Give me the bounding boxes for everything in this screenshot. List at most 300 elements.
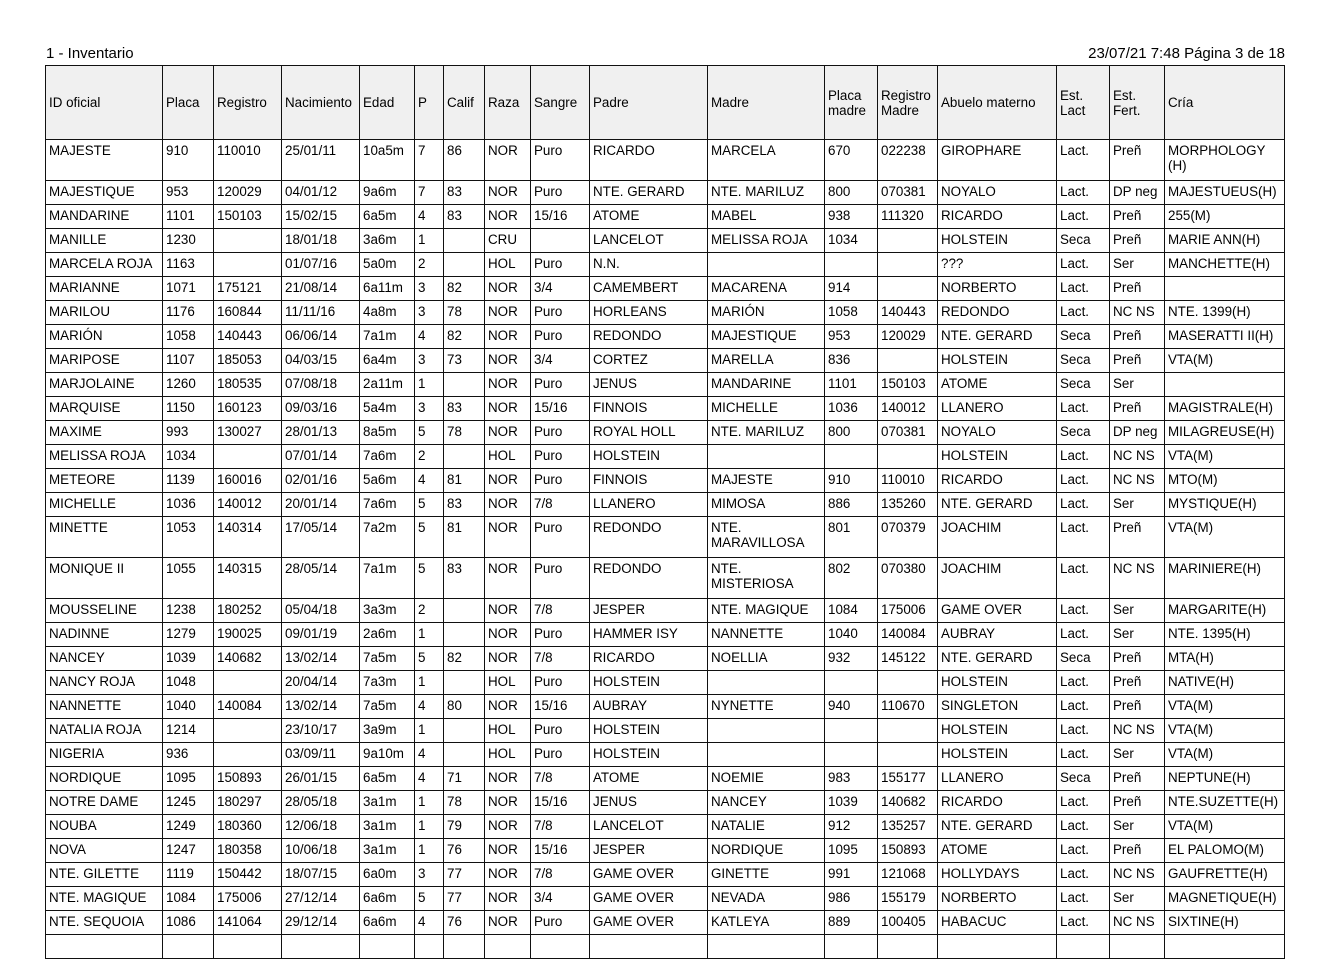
cell-placa: 1053 <box>163 517 214 558</box>
cell-est-lact: Seca <box>1057 421 1110 445</box>
table-row <box>46 647 1285 671</box>
cell-nacimiento: 09/03/16 <box>282 397 360 421</box>
cell-p: 3 <box>415 277 444 301</box>
cell-placa-madre: 983 <box>825 767 878 791</box>
cell-est-lact: Lact. <box>1057 301 1110 325</box>
cell-registro-madre: 070380 <box>878 558 938 599</box>
cell-placa: 1058 <box>163 325 214 349</box>
cell-edad: 6a11m <box>360 277 415 301</box>
cell-id-oficial: NANCEY <box>46 647 163 671</box>
cell-placa: 1163 <box>163 253 214 277</box>
cell-madre: MAJESTE <box>708 469 825 493</box>
cell-nacimiento: 13/02/14 <box>282 695 360 719</box>
cell-registro-madre <box>878 277 938 301</box>
cell-madre <box>708 253 825 277</box>
cell-sangre: Puro <box>531 469 590 493</box>
cell-registro: 120029 <box>214 181 282 205</box>
cell-padre: LANCELOT <box>590 815 708 839</box>
table-row <box>46 623 1285 647</box>
cell-sangre: Puro <box>531 301 590 325</box>
table-row <box>46 815 1285 839</box>
cell-id-oficial: NATALIA ROJA <box>46 719 163 743</box>
cell-abuelo-materno: AUBRAY <box>938 623 1057 647</box>
table-row <box>46 373 1285 397</box>
cell-placa-madre: 940 <box>825 695 878 719</box>
cell-raza: NOR <box>485 887 531 911</box>
cell-padre: FINNOIS <box>590 469 708 493</box>
cell-id-oficial: MINETTE <box>46 517 163 558</box>
cell-nacimiento: 23/10/17 <box>282 719 360 743</box>
cell-placa: 1260 <box>163 373 214 397</box>
cell-edad: 9a6m <box>360 181 415 205</box>
cell-edad: 6a4m <box>360 349 415 373</box>
cell-padre: HAMMER ISY <box>590 623 708 647</box>
table-body <box>46 140 1285 959</box>
cell-placa-madre: 938 <box>825 205 878 229</box>
cell-madre <box>708 719 825 743</box>
cell-padre: GAME OVER <box>590 911 708 935</box>
cell-est-fert: NC NS <box>1110 719 1165 743</box>
cell-abuelo-materno: HOLSTEIN <box>938 229 1057 253</box>
cell-cria: VTA(M) <box>1165 719 1285 743</box>
cell-est-lact: Lact. <box>1057 493 1110 517</box>
cell-abuelo-materno: RICARDO <box>938 205 1057 229</box>
cell-p: 7 <box>415 140 444 181</box>
cell-sangre: Puro <box>531 181 590 205</box>
cell-placa: 953 <box>163 181 214 205</box>
cell-registro-madre: 140012 <box>878 397 938 421</box>
table-row <box>46 140 1285 181</box>
cell-raza: HOL <box>485 743 531 767</box>
cell-calif: 82 <box>444 647 485 671</box>
table-row <box>46 421 1285 445</box>
cell-placa: 1176 <box>163 301 214 325</box>
cell-madre: MAJESTIQUE <box>708 325 825 349</box>
cell-cria: VTA(M) <box>1165 517 1285 558</box>
cell-id-oficial: NTE. GILETTE <box>46 863 163 887</box>
cell-madre: NEVADA <box>708 887 825 911</box>
table-row <box>46 558 1285 599</box>
cell-madre: NTE. MISTERIOSA <box>708 558 825 599</box>
cell-cria: VTA(M) <box>1165 349 1285 373</box>
cell-id-oficial: NANCY ROJA <box>46 671 163 695</box>
cell-registro <box>214 743 282 767</box>
cell-nacimiento: 27/12/14 <box>282 887 360 911</box>
cell-registro: 175006 <box>214 887 282 911</box>
cell-id-oficial <box>46 935 163 959</box>
cell-abuelo-materno: GIROPHARE <box>938 140 1057 181</box>
cell-madre: NOELLIA <box>708 647 825 671</box>
cell-p: 7 <box>415 181 444 205</box>
cell-est-lact: Lact. <box>1057 671 1110 695</box>
cell-edad: 6a5m <box>360 205 415 229</box>
cell-registro-madre: 155177 <box>878 767 938 791</box>
cell-est-lact: Lact. <box>1057 469 1110 493</box>
cell-padre: CORTEZ <box>590 349 708 373</box>
cell-nacimiento: 07/08/18 <box>282 373 360 397</box>
table-row <box>46 205 1285 229</box>
cell-est-fert: NC NS <box>1110 863 1165 887</box>
cell-sangre: 3/4 <box>531 349 590 373</box>
cell-sangre: Puro <box>531 445 590 469</box>
cell-p: 5 <box>415 887 444 911</box>
cell-padre: LANCELOT <box>590 229 708 253</box>
cell-registro: 190025 <box>214 623 282 647</box>
cell-padre: HOLSTEIN <box>590 743 708 767</box>
cell-calif: 78 <box>444 301 485 325</box>
cell-registro-madre <box>878 671 938 695</box>
table-row <box>46 397 1285 421</box>
column-header-placa: Placa <box>163 66 214 140</box>
cell-id-oficial: MAJESTIQUE <box>46 181 163 205</box>
cell-p: 1 <box>415 791 444 815</box>
cell-calif: 81 <box>444 469 485 493</box>
cell-madre: GINETTE <box>708 863 825 887</box>
cell-raza: NOR <box>485 695 531 719</box>
cell-p: 4 <box>415 767 444 791</box>
cell-edad: 7a5m <box>360 695 415 719</box>
cell-madre: MELISSA ROJA <box>708 229 825 253</box>
cell-id-oficial: MARCELA ROJA <box>46 253 163 277</box>
cell-nacimiento: 25/01/11 <box>282 140 360 181</box>
cell-est-lact: Lact. <box>1057 719 1110 743</box>
cell-edad: 4a8m <box>360 301 415 325</box>
cell-est-fert: Preñ <box>1110 140 1165 181</box>
cell-registro <box>214 253 282 277</box>
cell-edad: 7a2m <box>360 517 415 558</box>
cell-edad: 10a5m <box>360 140 415 181</box>
cell-id-oficial: NANNETTE <box>46 695 163 719</box>
cell-est-fert: Preñ <box>1110 791 1165 815</box>
cell-registro: 180358 <box>214 839 282 863</box>
cell-abuelo-materno: HOLSTEIN <box>938 349 1057 373</box>
cell-registro-madre: 175006 <box>878 599 938 623</box>
table-row <box>46 743 1285 767</box>
cell-est-lact: Lact. <box>1057 599 1110 623</box>
cell-raza: HOL <box>485 253 531 277</box>
cell-sangre: Puro <box>531 421 590 445</box>
cell-placa-madre: 670 <box>825 140 878 181</box>
cell-placa: 910 <box>163 140 214 181</box>
cell-abuelo-materno: HOLSTEIN <box>938 743 1057 767</box>
cell-nacimiento: 01/07/16 <box>282 253 360 277</box>
cell-placa-madre: 912 <box>825 815 878 839</box>
cell-est-fert: NC NS <box>1110 558 1165 599</box>
cell-cria <box>1165 373 1285 397</box>
cell-calif: 82 <box>444 325 485 349</box>
cell-est-fert: NC NS <box>1110 445 1165 469</box>
cell-padre: GAME OVER <box>590 887 708 911</box>
cell-p: 3 <box>415 349 444 373</box>
cell-placa-madre: 910 <box>825 469 878 493</box>
cell-placa: 1238 <box>163 599 214 623</box>
cell-calif: 79 <box>444 815 485 839</box>
cell-est-fert: NC NS <box>1110 301 1165 325</box>
column-header-p: P <box>415 66 444 140</box>
cell-est-lact: Lact. <box>1057 205 1110 229</box>
cell-cria: MAJESTUEUS(H) <box>1165 181 1285 205</box>
cell-est-fert: Preñ <box>1110 767 1165 791</box>
cell-padre: HOLSTEIN <box>590 719 708 743</box>
cell-placa: 1107 <box>163 349 214 373</box>
cell-est-lact: Lact. <box>1057 695 1110 719</box>
cell-sangre: 7/8 <box>531 493 590 517</box>
cell-edad: 5a4m <box>360 397 415 421</box>
cell-est-lact: Lact. <box>1057 445 1110 469</box>
cell-cria: MILAGREUSE(H) <box>1165 421 1285 445</box>
cell-sangre: 7/8 <box>531 767 590 791</box>
cell-raza: NOR <box>485 839 531 863</box>
cell-abuelo-materno: HOLSTEIN <box>938 719 1057 743</box>
cell-raza: NOR <box>485 791 531 815</box>
cell-registro: 110010 <box>214 140 282 181</box>
table-row <box>46 301 1285 325</box>
cell-nacimiento: 17/05/14 <box>282 517 360 558</box>
table-row <box>46 911 1285 935</box>
cell-nacimiento: 18/07/15 <box>282 863 360 887</box>
cell-abuelo-materno: HOLSTEIN <box>938 445 1057 469</box>
cell-cria <box>1165 277 1285 301</box>
cell-placa: 1039 <box>163 647 214 671</box>
cell-madre: MIMOSA <box>708 493 825 517</box>
cell-id-oficial: NORDIQUE <box>46 767 163 791</box>
cell-registro-madre: 155179 <box>878 887 938 911</box>
cell-edad: 7a1m <box>360 558 415 599</box>
cell-padre <box>590 935 708 959</box>
cell-p: 1 <box>415 229 444 253</box>
cell-padre: RICARDO <box>590 647 708 671</box>
cell-nacimiento: 12/06/18 <box>282 815 360 839</box>
cell-edad: 6a5m <box>360 767 415 791</box>
cell-cria: NEPTUNE(H) <box>1165 767 1285 791</box>
cell-placa-madre: 802 <box>825 558 878 599</box>
table-row <box>46 887 1285 911</box>
cell-id-oficial: NTE. SEQUOIA <box>46 911 163 935</box>
cell-padre: GAME OVER <box>590 863 708 887</box>
cell-registro: 140443 <box>214 325 282 349</box>
cell-id-oficial: MAJESTE <box>46 140 163 181</box>
cell-cria: GAUFRETTE(H) <box>1165 863 1285 887</box>
cell-p: 1 <box>415 815 444 839</box>
cell-p: 5 <box>415 517 444 558</box>
cell-id-oficial: MOUSSELINE <box>46 599 163 623</box>
cell-est-fert: Ser <box>1110 815 1165 839</box>
cell-est-lact: Lact. <box>1057 911 1110 935</box>
cell-registro-madre <box>878 719 938 743</box>
cell-abuelo-materno: GAME OVER <box>938 599 1057 623</box>
cell-placa-madre: 800 <box>825 181 878 205</box>
cell-calif: 80 <box>444 695 485 719</box>
cell-edad: 7a1m <box>360 325 415 349</box>
table-row <box>46 493 1285 517</box>
cell-est-fert: Ser <box>1110 623 1165 647</box>
cell-calif: 71 <box>444 767 485 791</box>
cell-abuelo-materno: NORBERTO <box>938 887 1057 911</box>
cell-est-lact: Lact. <box>1057 623 1110 647</box>
cell-registro-madre: 070381 <box>878 181 938 205</box>
cell-registro: 140084 <box>214 695 282 719</box>
cell-abuelo-materno: SINGLETON <box>938 695 1057 719</box>
cell-calif: 83 <box>444 205 485 229</box>
cell-placa-madre <box>825 445 878 469</box>
cell-padre: ATOME <box>590 767 708 791</box>
cell-cria: SIXTINE(H) <box>1165 911 1285 935</box>
cell-cria: MORPHOLOGY (H) <box>1165 140 1285 181</box>
cell-edad: 5a0m <box>360 253 415 277</box>
cell-cria: MARGARITE(H) <box>1165 599 1285 623</box>
cell-nacimiento: 28/05/14 <box>282 558 360 599</box>
cell-nacimiento <box>282 935 360 959</box>
cell-madre: NTE. MAGIQUE <box>708 599 825 623</box>
cell-sangre: Puro <box>531 325 590 349</box>
cell-placa-madre: 986 <box>825 887 878 911</box>
cell-placa: 1036 <box>163 493 214 517</box>
cell-cria: MAGISTRALE(H) <box>1165 397 1285 421</box>
cell-sangre <box>531 935 590 959</box>
cell-id-oficial: NOVA <box>46 839 163 863</box>
cell-id-oficial: NOTRE DAME <box>46 791 163 815</box>
column-header-padre: Padre <box>590 66 708 140</box>
column-header-nacimiento: Nacimiento <box>282 66 360 140</box>
cell-id-oficial: NADINNE <box>46 623 163 647</box>
cell-nacimiento: 20/04/14 <box>282 671 360 695</box>
cell-nacimiento: 05/04/18 <box>282 599 360 623</box>
cell-calif <box>444 599 485 623</box>
cell-sangre: Puro <box>531 253 590 277</box>
cell-padre: N.N. <box>590 253 708 277</box>
cell-madre <box>708 671 825 695</box>
cell-nacimiento: 20/01/14 <box>282 493 360 517</box>
column-header-sangre: Sangre <box>531 66 590 140</box>
cell-registro <box>214 935 282 959</box>
cell-placa: 1214 <box>163 719 214 743</box>
cell-id-oficial: MARQUISE <box>46 397 163 421</box>
cell-raza: NOR <box>485 140 531 181</box>
cell-cria: VTA(M) <box>1165 445 1285 469</box>
table-row-partial <box>46 935 1285 959</box>
cell-placa-madre: 991 <box>825 863 878 887</box>
cell-placa: 1279 <box>163 623 214 647</box>
cell-padre: HOLSTEIN <box>590 671 708 695</box>
cell-calif: 83 <box>444 397 485 421</box>
column-header-placa-madre: Placa madre <box>825 66 878 140</box>
cell-raza: NOR <box>485 421 531 445</box>
cell-raza: NOR <box>485 517 531 558</box>
cell-registro: 140682 <box>214 647 282 671</box>
cell-padre: REDONDO <box>590 558 708 599</box>
cell-p: 4 <box>415 469 444 493</box>
cell-placa-madre: 953 <box>825 325 878 349</box>
cell-placa-madre <box>825 935 878 959</box>
cell-abuelo-materno: NORBERTO <box>938 277 1057 301</box>
cell-madre <box>708 445 825 469</box>
cell-nacimiento: 18/01/18 <box>282 229 360 253</box>
cell-registro: 175121 <box>214 277 282 301</box>
cell-registro-madre: 111320 <box>878 205 938 229</box>
cell-edad: 6a0m <box>360 863 415 887</box>
cell-registro: 140315 <box>214 558 282 599</box>
cell-raza: NOR <box>485 205 531 229</box>
cell-edad: 3a3m <box>360 599 415 623</box>
cell-p: 4 <box>415 911 444 935</box>
cell-est-fert: Preñ <box>1110 647 1165 671</box>
cell-registro-madre <box>878 253 938 277</box>
cell-p: 5 <box>415 558 444 599</box>
cell-p: 1 <box>415 839 444 863</box>
cell-abuelo-materno: ATOME <box>938 373 1057 397</box>
cell-calif <box>444 719 485 743</box>
cell-edad <box>360 935 415 959</box>
cell-p: 4 <box>415 743 444 767</box>
cell-placa-madre: 836 <box>825 349 878 373</box>
cell-registro: 180535 <box>214 373 282 397</box>
cell-registro <box>214 671 282 695</box>
cell-padre: AUBRAY <box>590 695 708 719</box>
cell-edad: 7a5m <box>360 647 415 671</box>
cell-est-fert: Ser <box>1110 253 1165 277</box>
cell-id-oficial: MANDARINE <box>46 205 163 229</box>
cell-padre: REDONDO <box>590 325 708 349</box>
cell-registro: 185053 <box>214 349 282 373</box>
column-header-abuelo-materno: Abuelo materno <box>938 66 1057 140</box>
cell-abuelo-materno: HOLSTEIN <box>938 671 1057 695</box>
cell-placa-madre <box>825 743 878 767</box>
cell-nacimiento: 07/01/14 <box>282 445 360 469</box>
cell-registro: 150893 <box>214 767 282 791</box>
cell-edad: 2a6m <box>360 623 415 647</box>
cell-sangre: Puro <box>531 743 590 767</box>
cell-p: 5 <box>415 493 444 517</box>
cell-registro: 160844 <box>214 301 282 325</box>
cell-madre <box>708 935 825 959</box>
cell-placa: 1245 <box>163 791 214 815</box>
cell-sangre: 15/16 <box>531 695 590 719</box>
cell-sangre: Puro <box>531 623 590 647</box>
cell-raza: NOR <box>485 623 531 647</box>
table-row <box>46 277 1285 301</box>
cell-est-lact: Lact. <box>1057 863 1110 887</box>
cell-registro-madre: 110010 <box>878 469 938 493</box>
cell-p: 1 <box>415 719 444 743</box>
cell-p: 5 <box>415 647 444 671</box>
cell-nacimiento: 04/01/12 <box>282 181 360 205</box>
cell-calif: 81 <box>444 517 485 558</box>
cell-registro-madre <box>878 229 938 253</box>
table-row <box>46 599 1285 623</box>
cell-sangre: 15/16 <box>531 839 590 863</box>
cell-est-fert: Preñ <box>1110 695 1165 719</box>
cell-edad: 3a6m <box>360 229 415 253</box>
cell-placa: 993 <box>163 421 214 445</box>
cell-calif: 78 <box>444 421 485 445</box>
cell-registro <box>214 445 282 469</box>
column-header-calif: Calif <box>444 66 485 140</box>
cell-registro <box>214 229 282 253</box>
cell-cria: MYSTIQUE(H) <box>1165 493 1285 517</box>
cell-madre: NTE. MARAVILLOSA <box>708 517 825 558</box>
cell-madre: NANCEY <box>708 791 825 815</box>
cell-placa: 936 <box>163 743 214 767</box>
cell-id-oficial: NOUBA <box>46 815 163 839</box>
cell-placa: 1249 <box>163 815 214 839</box>
cell-padre: HOLSTEIN <box>590 445 708 469</box>
cell-id-oficial: NTE. MAGIQUE <box>46 887 163 911</box>
cell-madre: MANDARINE <box>708 373 825 397</box>
cell-placa: 1084 <box>163 887 214 911</box>
cell-calif: 83 <box>444 181 485 205</box>
cell-cria: NATIVE(H) <box>1165 671 1285 695</box>
column-header-registro-madre: Registro Madre <box>878 66 938 140</box>
